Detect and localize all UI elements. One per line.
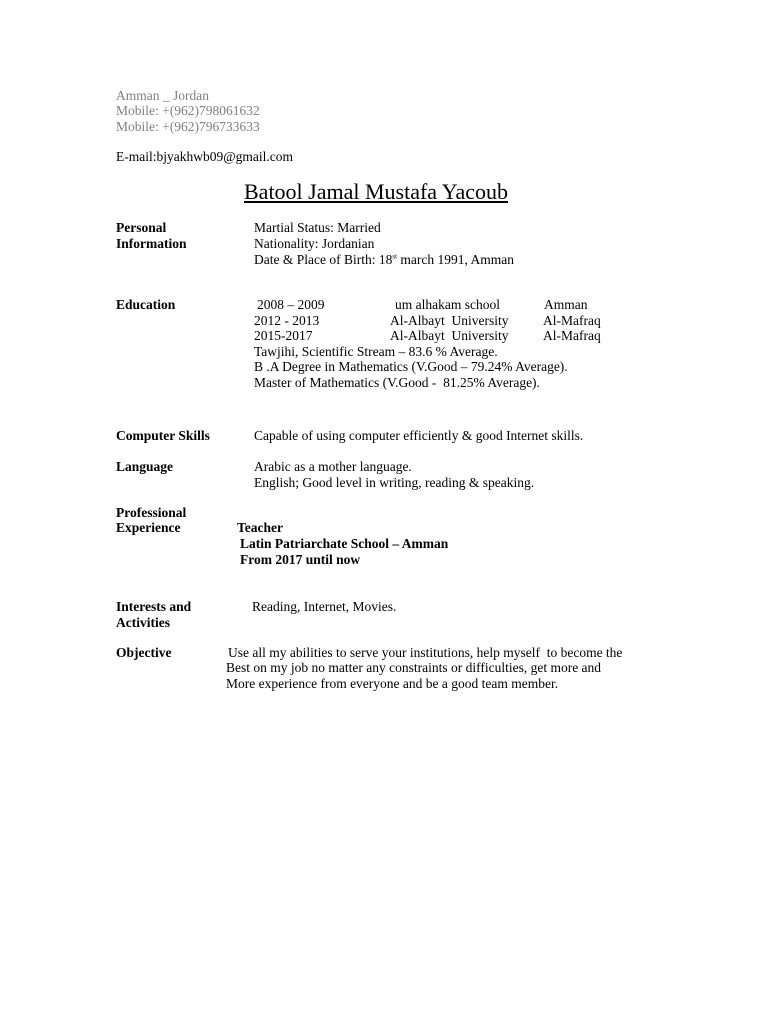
language-line-2: English; Good level in writing, reading & speaking. (254, 475, 535, 490)
personal-heading-line2: Information (116, 236, 187, 251)
experience-school: Latin Patriarchate School – Amman (240, 536, 449, 551)
objective-heading: Objective (116, 645, 172, 660)
education-row-years: 2012 - 2013 (254, 313, 320, 328)
interests-heading-line2: Activities (116, 615, 170, 630)
computer-skills-text: Capable of using computer efficiently & good Internet skills. (254, 428, 584, 443)
education-row-city: Amman (544, 297, 588, 312)
education-row-institution: Al-Albayt University (390, 313, 509, 328)
experience-role: Teacher (237, 520, 283, 535)
contact-mobile-1: Mobile: +(962)798061632 (116, 103, 260, 118)
education-row-city: Al-Mafraq (543, 328, 601, 343)
language-heading: Language (116, 459, 174, 474)
education-row-years: 2008 – 2009 (257, 297, 325, 312)
birth-ordinal-suffix: st (392, 252, 398, 261)
marital-status: Martial Status: Married (254, 220, 381, 235)
contact-location: Amman _ Jordan (116, 88, 209, 103)
education-degree: B .A Degree in Mathematics (V.Good – 79.24% Average). (254, 359, 568, 374)
language-line-1: Arabic as a mother language. (254, 459, 412, 474)
education-row-years: 2015-2017 (254, 328, 313, 343)
birth-suffix: march 1991, Amman (397, 252, 514, 267)
interests-heading-line1: Interests and (116, 599, 192, 614)
education-heading: Education (116, 297, 176, 312)
birth-date-place (254, 252, 514, 268)
nationality: Nationality: Jordanian (254, 236, 375, 251)
contact-mobile-2: Mobile: +(962)796733633 (116, 119, 260, 134)
resume-name-title: Batool Jamal Mustafa Yacoub (244, 179, 508, 204)
personal-heading-line1: Personal (116, 220, 167, 235)
birth-prefix: Date & Place of Birth: 18 (254, 252, 393, 267)
computer-skills-heading: Computer Skills (116, 428, 210, 443)
education-degree: Tawjihi, Scientific Stream – 83.6 % Average. (254, 344, 498, 359)
objective-line-2: Best on my job no matter any constraints or difficulties, get more and (226, 660, 602, 675)
experience-period: From 2017 until now (240, 552, 361, 567)
experience-heading-line1: Professional (116, 505, 187, 520)
experience-heading-line2: Experience (116, 520, 181, 535)
education-row-institution: Al-Albayt University (390, 328, 509, 343)
education-row-city: Al-Mafraq (543, 313, 601, 328)
interests-text: Reading, Internet, Movies. (252, 599, 397, 614)
education-row-institution: um alhakam school (395, 297, 500, 312)
education-degree: Master of Mathematics (V.Good - 81.25% Average). (254, 375, 540, 390)
objective-line-3: More experience from everyone and be a good team member. (226, 676, 559, 691)
objective-line-1: Use all my abilities to serve your institutions, help myself to become the (228, 645, 623, 660)
contact-email: E-mail:bjyakhwb09@gmail.com (116, 149, 294, 164)
